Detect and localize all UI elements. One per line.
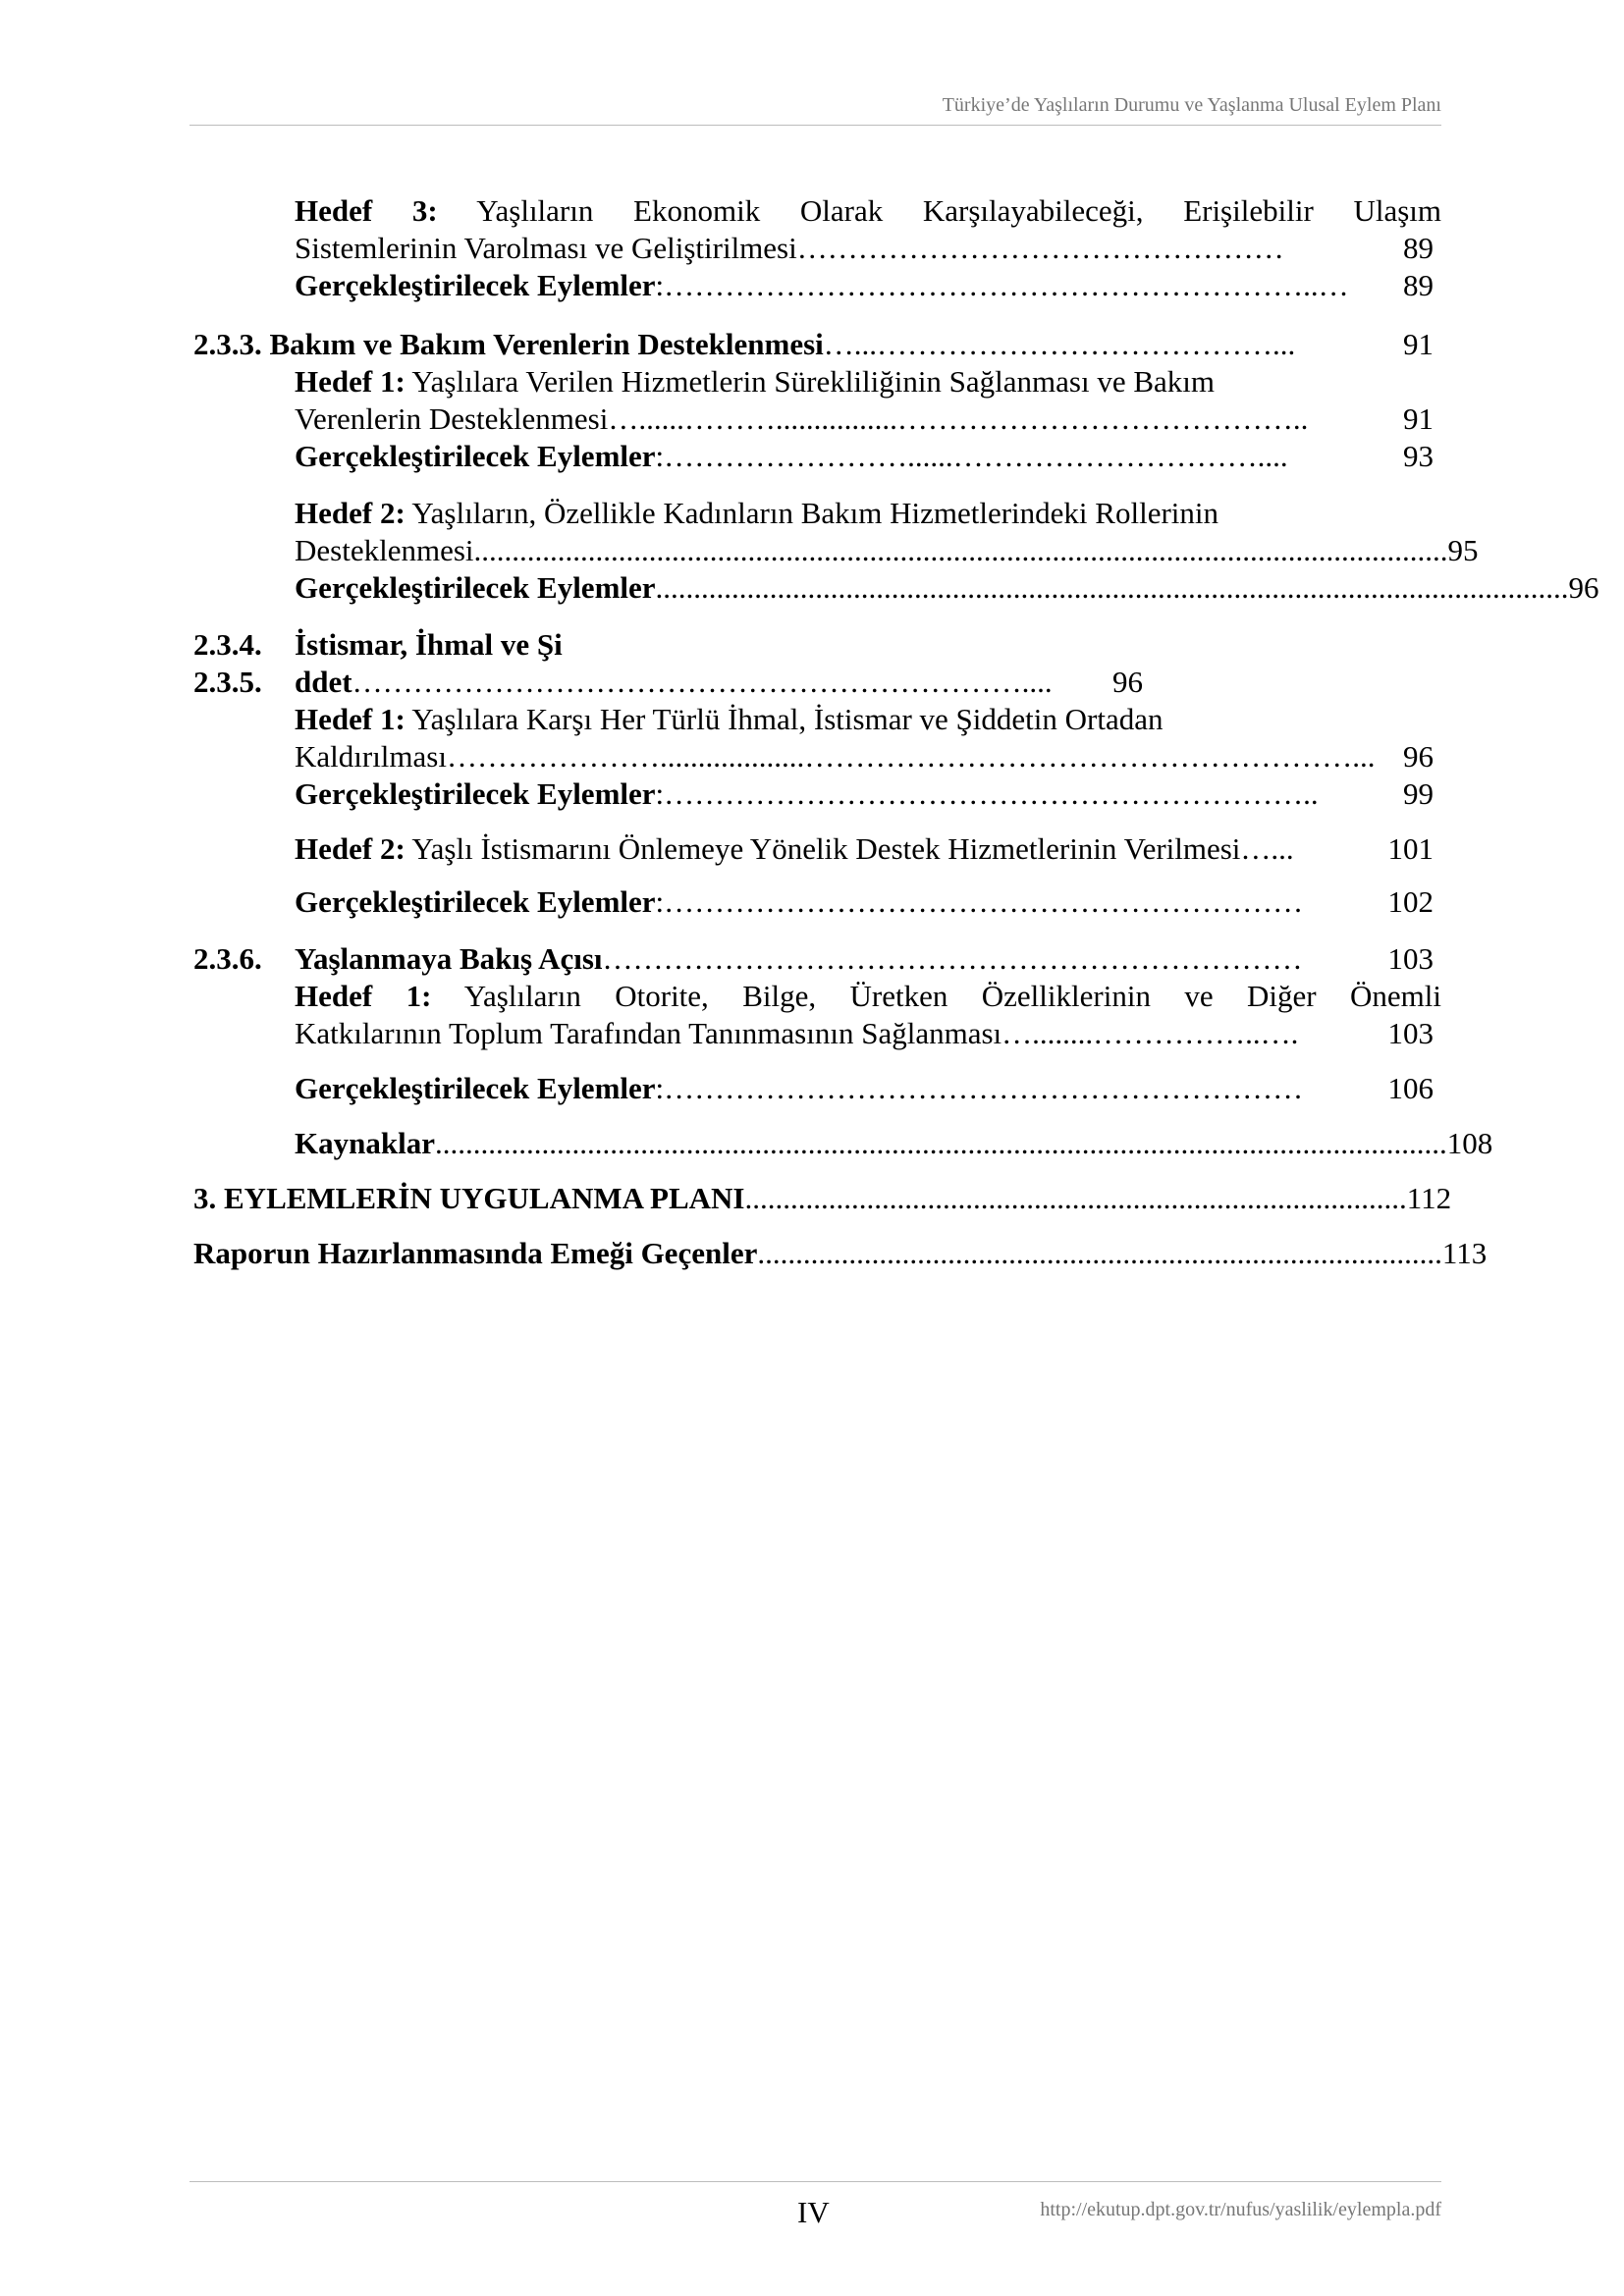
toc-section-title: ddet xyxy=(295,665,352,699)
toc-page-number: 103 xyxy=(1387,941,1434,976)
running-header: Türkiye’de Yaşlıların Durumu ve Yaşlanma Ulusal Eylem Planı xyxy=(942,94,1441,116)
toc-leader: :……………………………………………………… xyxy=(655,1071,1304,1105)
footer-rule xyxy=(189,2181,1441,2182)
toc-section-title: 2.3.3. Bakım ve Bakım Verenlerin Desteklenmesi xyxy=(193,327,824,361)
toc-section-title: 3. EYLEMLERİN UYGULANMA PLANI xyxy=(193,1181,745,1215)
toc-leader: …... xyxy=(1240,831,1294,866)
toc-eylemler-label: Gerçekleştirilecek Eylemler xyxy=(295,776,656,811)
toc-hedef3-line2: Sistemlerinin Varolması ve Geliştirilmesi xyxy=(295,231,797,265)
toc-leader: …........……………..…. xyxy=(1001,1016,1299,1050)
toc-page-number: 101 xyxy=(1387,831,1434,866)
toc-page-number: 89 xyxy=(1403,268,1434,302)
toc-hedef-line2: Verenlerin Desteklenmesi xyxy=(295,401,609,436)
toc-entry-eylemler-1[interactable] xyxy=(295,267,1434,304)
toc-eylemler-label: Gerçekleştirilecek Eylemler xyxy=(295,439,656,473)
toc-page-number: 93 xyxy=(1403,439,1434,473)
toc-entry-contributors[interactable] xyxy=(193,1235,1488,1272)
toc-eylemler-label: Gerçekleştirilecek Eylemler xyxy=(295,268,656,302)
toc-page-number: 96 xyxy=(1568,570,1599,605)
toc-leader: ........................................................................................................................ xyxy=(655,570,1569,605)
toc-page-number: 108 xyxy=(1446,1126,1493,1160)
toc-page-number: 113 xyxy=(1441,1236,1488,1270)
toc-leader: ………………………………………………………….... xyxy=(352,665,1053,699)
toc-hedef2a-line1 xyxy=(295,495,1218,532)
toc-leader: ………………………………………… xyxy=(796,231,1284,265)
toc-leader: …...…………………………………... xyxy=(823,327,1296,361)
toc-section-title: Yaşlanmaya Bakış Açısı xyxy=(295,941,603,976)
toc-page-number: 95 xyxy=(1447,533,1479,567)
toc-entry-eylemler-3[interactable] xyxy=(295,569,1599,607)
toc-section-title: Raporun Hazırlanmasında Emeği Geçenler xyxy=(193,1236,758,1270)
toc-section-number: 2.3.4. xyxy=(193,627,262,662)
toc-hedef-text: Yaşlılara Verilen Hizmetlerin Sürekliliğinin Sağlanması ve Bakım xyxy=(405,364,1216,399)
toc-entry-hedef2b[interactable] xyxy=(295,830,1434,868)
toc-page-number: 96 xyxy=(1403,739,1434,774)
toc-leader: …………………………………………………………… xyxy=(602,941,1303,976)
toc-entry-hedef1b[interactable] xyxy=(295,738,1434,775)
toc-page-number: 112 xyxy=(1406,1181,1452,1215)
toc-hedef-label: Hedef 2: xyxy=(295,496,406,530)
toc-hedef-line2: Katkılarının Toplum Tarafından Tanınmasının Sağlanması xyxy=(295,1016,1002,1050)
toc-entry-eylemler-6[interactable] xyxy=(295,1070,1434,1107)
toc-entry-eylemler-5[interactable] xyxy=(295,883,1434,921)
toc-page-number: 91 xyxy=(1403,327,1434,361)
toc-hedef-text: Yaşlıların, Özellikle Kadınların Bakım Hizmetlerindeki Rollerinin xyxy=(405,496,1219,530)
toc-hedef3-text: Yaşlıların Ekonomik Olarak Karşılayabileceği, Erişilebilir Ulaşım xyxy=(437,193,1441,228)
toc-eylemler-label: Gerçekleştirilecek Eylemler xyxy=(295,884,656,919)
toc-eylemler-label: Gerçekleştirilecek Eylemler xyxy=(295,570,656,605)
toc-hedef3-label: Hedef 3: xyxy=(295,193,438,228)
toc-entry-section-3[interactable] xyxy=(193,1180,1452,1217)
toc-hedef-label: Hedef 1: xyxy=(295,364,406,399)
toc-hedef-label: Hedef 1: xyxy=(295,979,432,1013)
toc-entry-eylemler-4[interactable] xyxy=(295,775,1434,813)
toc-entry-hedef3[interactable] xyxy=(295,230,1434,267)
toc-section-number: 2.3.6. xyxy=(193,941,262,976)
toc-hedef-text: Yaşlıların Otorite, Bilge, Üretken Özelliklerinin ve Diğer Önemli xyxy=(431,979,1441,1013)
toc-page-number: 91 xyxy=(1403,401,1434,436)
toc-entry-hedef1c[interactable] xyxy=(295,1015,1434,1052)
toc-eylemler-label: Gerçekleştirilecek Eylemler xyxy=(295,1071,656,1105)
toc-page-number: 102 xyxy=(1387,884,1434,919)
toc-page-number: 89 xyxy=(1403,231,1434,265)
toc-hedef1b-line1 xyxy=(295,701,1163,738)
toc-hedef-label: Hedef 1: xyxy=(295,702,406,736)
toc-hedef1c-line1 xyxy=(295,978,1441,1015)
toc-leader: …………………...................………………………………………………... xyxy=(446,739,1376,774)
toc-hedef-label: Hedef 2: xyxy=(295,831,406,866)
toc-leader: ..................................................................................................................................... xyxy=(434,1126,1447,1160)
toc-entry-2-3-5[interactable] xyxy=(295,664,1143,701)
toc-leader: …......………................………………………………….. xyxy=(608,401,1309,436)
toc-leader: ................................................................................................................................ xyxy=(473,533,1448,567)
toc-section-title: İstismar, İhmal ve Şi xyxy=(295,627,563,662)
toc-page-number: 96 xyxy=(1112,665,1143,699)
footer-url: http://ekutup.dpt.gov.tr/nufus/yaslilik/eylempla.pdf xyxy=(1040,2199,1441,2220)
toc-leader: :……………………......………………………….... xyxy=(655,439,1288,473)
toc-page-number: 106 xyxy=(1387,1071,1434,1105)
toc-page-number: 103 xyxy=(1387,1016,1434,1050)
toc-leader: .......................................................................................... xyxy=(757,1236,1442,1270)
toc-leader: :………………………………………………………..… xyxy=(655,268,1349,302)
toc-leader: :……………………………………………………….. xyxy=(655,776,1319,811)
toc-leader: :……………………………………………………… xyxy=(655,884,1304,919)
toc-entry-eylemler-2[interactable] xyxy=(295,438,1434,475)
toc-hedef1a-line1 xyxy=(295,363,1215,400)
header-rule xyxy=(189,125,1441,126)
toc-hedef-line2: Kaldırılması xyxy=(295,739,447,774)
toc-entry-2-3-6[interactable] xyxy=(295,940,1434,978)
toc-page-number: 99 xyxy=(1403,776,1434,811)
toc-entry-hedef2a[interactable] xyxy=(295,532,1479,569)
toc-entry-kaynaklar[interactable] xyxy=(295,1125,1493,1162)
page-number: IV xyxy=(797,2195,830,2229)
toc-hedef3-line1 xyxy=(295,192,1441,230)
toc-hedef-text: Yaşlılara Karşı Her Türlü İhmal, İstismar ve Şiddetin Ortadan xyxy=(405,702,1164,736)
toc-entry-hedef1a[interactable] xyxy=(295,400,1434,438)
toc-entry-2-3-3[interactable] xyxy=(193,326,1434,363)
toc-hedef-line1 xyxy=(295,830,1240,868)
toc-kaynaklar-label: Kaynaklar xyxy=(295,1126,435,1160)
toc-hedef-line2: Desteklenmesi xyxy=(295,533,474,567)
toc-entry-2-3-4[interactable] xyxy=(295,626,563,664)
toc-section-number: 2.3.5. xyxy=(193,665,262,699)
toc-hedef-text: Yaşlı İstismarını Önlemeye Yönelik Destek Hizmetlerinin Verilmesi xyxy=(405,831,1241,866)
toc-leader: ....................................................................................... xyxy=(744,1181,1407,1215)
